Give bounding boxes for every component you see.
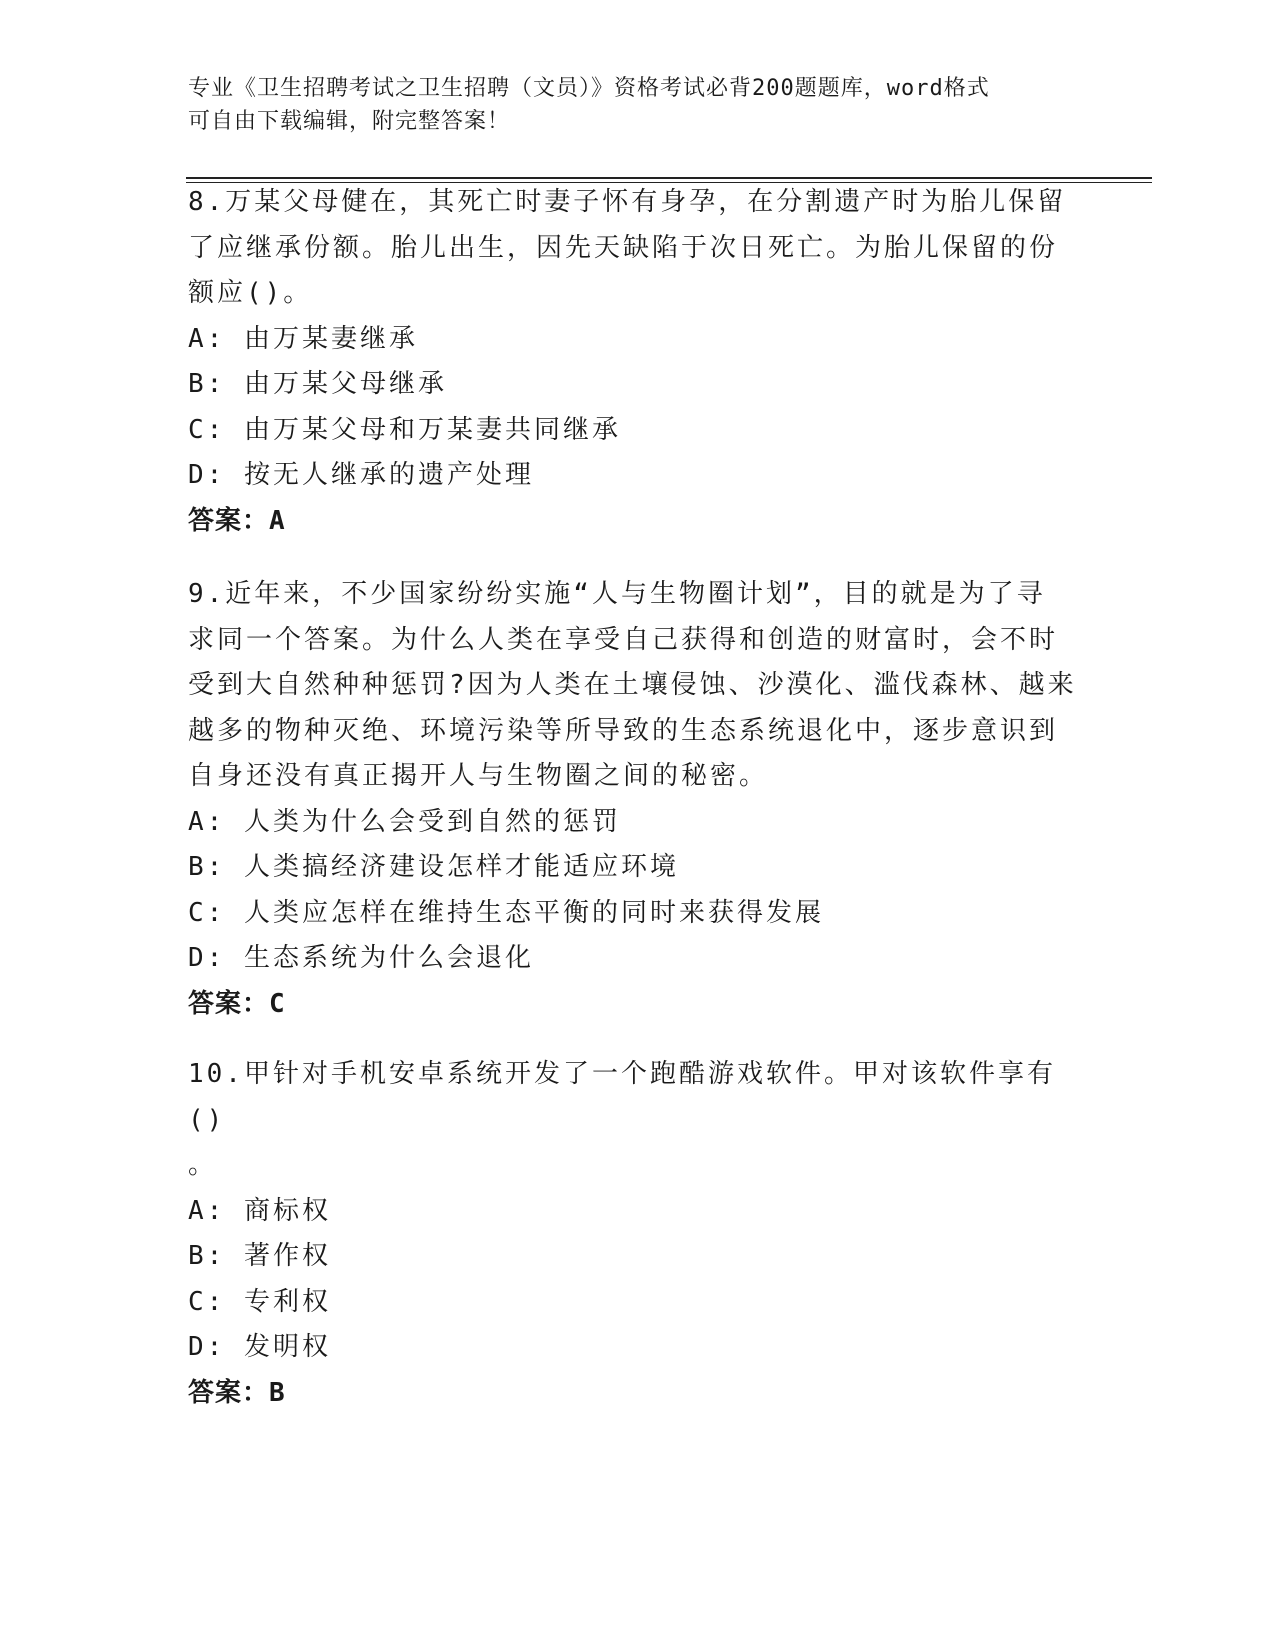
question-stem: 9.近年来，不少国家纷纷实施“人与生物圈计划”，目的就是为了寻 求同一个答案。为什么人类在享受自己获得和创造的财富时，会不时 受到大自然种种惩罚?因为人类在土壤侵蚀、沙漠化、滥伐森林、越来 越多的物种灭绝、环境污染等所导致的生态系统退化中，逐步意识到 自身还没有真正揭开人与生物圈之间的秘密。 [188,579,1077,791]
question-stem: 10.甲针对手机安卓系统开发了一个跑酷游戏软件。甲对该软件享有() 。 [188,1059,1056,1180]
question-9 [188,572,1078,1027]
answer: 答案：C [188,988,286,1019]
option-c: C: 由万某父母和万某妻共同继承 [188,414,621,445]
question-10 [188,1052,1078,1416]
header-divider [186,177,1152,179]
answer: 答案：B [188,1377,286,1408]
option-b: B: 人类搞经济建设怎样才能适应环境 [188,852,679,882]
document-header: 专业《卫生招聘考试之卫生招聘（文员）》资格考试必背200题题库，word格式 可自由下载编辑，附完整答案！ [188,76,990,134]
option-d: D: 发明权 [188,1332,331,1362]
answer: 答案：A [188,505,286,536]
option-d: D: 生态系统为什么会退化 [188,943,534,973]
option-b: B: 著作权 [188,1241,331,1271]
option-b: B: 由万某父母继承 [188,369,447,399]
option-a: A: 人类为什么会受到自然的惩罚 [188,806,621,837]
option-d: D: 按无人继承的遗产处理 [188,460,534,490]
option-c: C: 人类应怎样在维持生态平衡的同时来获得发展 [188,897,824,928]
option-a: A: 商标权 [188,1195,331,1226]
option-c: C: 专利权 [188,1286,331,1317]
question-stem: 8.万某父母健在，其死亡时妻子怀有身孕，在分割遗产时为胎儿保留 了应继承份额。胎儿出生，因先天缺陷于次日死亡。为胎儿保留的份 额应()。 [188,187,1067,308]
option-a: A: 由万某妻继承 [188,323,418,354]
question-8 [188,180,1078,544]
